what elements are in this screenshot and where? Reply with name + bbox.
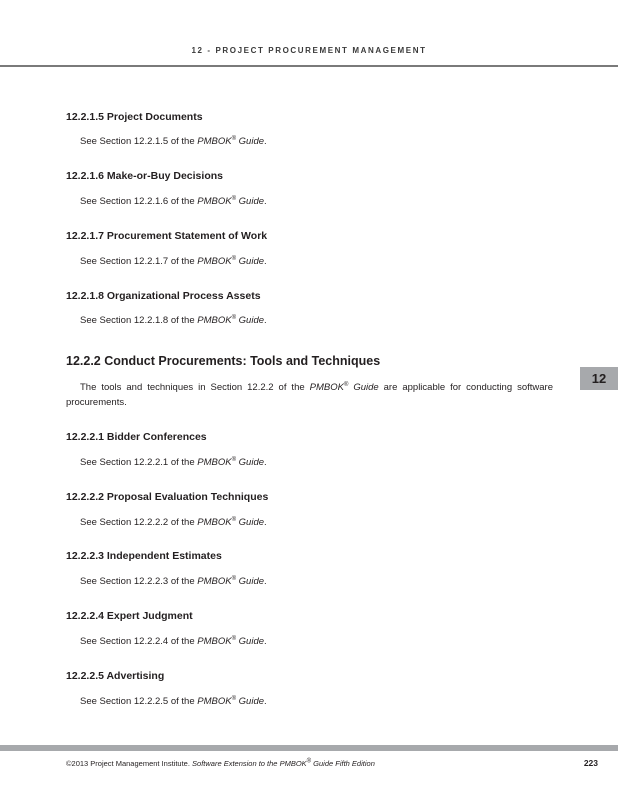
reference-paragraph: See Section 12.2.2.5 of the PMBOK® Guide.	[80, 695, 267, 707]
header-title: 12 - PROJECT PROCUREMENT MANAGEMENT	[191, 46, 427, 55]
page-number: 223	[583, 758, 598, 768]
subsection-heading: 12.2.2.4 Expert Judgment	[66, 610, 193, 622]
reference-paragraph: See Section 12.2.2.4 of the PMBOK® Guide.	[80, 635, 267, 647]
subsection-heading: 12.2.2.2 Proposal Evaluation Techniques	[66, 491, 269, 503]
reference-paragraph: See Section 12.2.2.1 of the PMBOK® Guide.	[80, 456, 267, 468]
subsection-heading: 12.2.2.5 Advertising	[66, 670, 165, 682]
running-header	[0, 38, 618, 67]
section-paragraph: The tools and techniques in Section 12.2.2 of the PMBOK® Guide are applicable for conducting software procurements.	[66, 381, 553, 408]
subsection-heading: 12.2.2.1 Bidder Conferences	[66, 431, 207, 443]
subsection-heading: 12.2.1.6 Make-or-Buy Decisions	[66, 170, 223, 182]
section-heading: 12.2.2 Conduct Procurements: Tools and Techniques	[66, 354, 381, 368]
reference-paragraph: See Section 12.2.1.6 of the PMBOK® Guide.	[80, 195, 267, 207]
footer-rule	[0, 745, 618, 751]
subsection-heading: 12.2.1.5 Project Documents	[66, 111, 203, 123]
subsection-heading: 12.2.2.3 Independent Estimates	[66, 550, 222, 562]
reference-paragraph: See Section 12.2.2.3 of the PMBOK® Guide.	[80, 575, 267, 587]
chapter-tab: 12	[580, 367, 618, 390]
reference-paragraph: See Section 12.2.1.7 of the PMBOK® Guide.	[80, 255, 267, 267]
reference-paragraph: See Section 12.2.1.5 of the PMBOK® Guide.	[80, 135, 267, 147]
subsection-heading: 12.2.1.7 Procurement Statement of Work	[66, 230, 268, 242]
footer-copyright: ©2013 Project Management Institute. Software Extension to the PMBOK® Guide Fifth Edition	[66, 758, 375, 768]
subsection-heading: 12.2.1.8 Organizational Process Assets	[66, 290, 261, 302]
reference-paragraph: See Section 12.2.2.2 of the PMBOK® Guide.	[80, 516, 267, 528]
reference-paragraph: See Section 12.2.1.8 of the PMBOK® Guide.	[80, 314, 267, 326]
